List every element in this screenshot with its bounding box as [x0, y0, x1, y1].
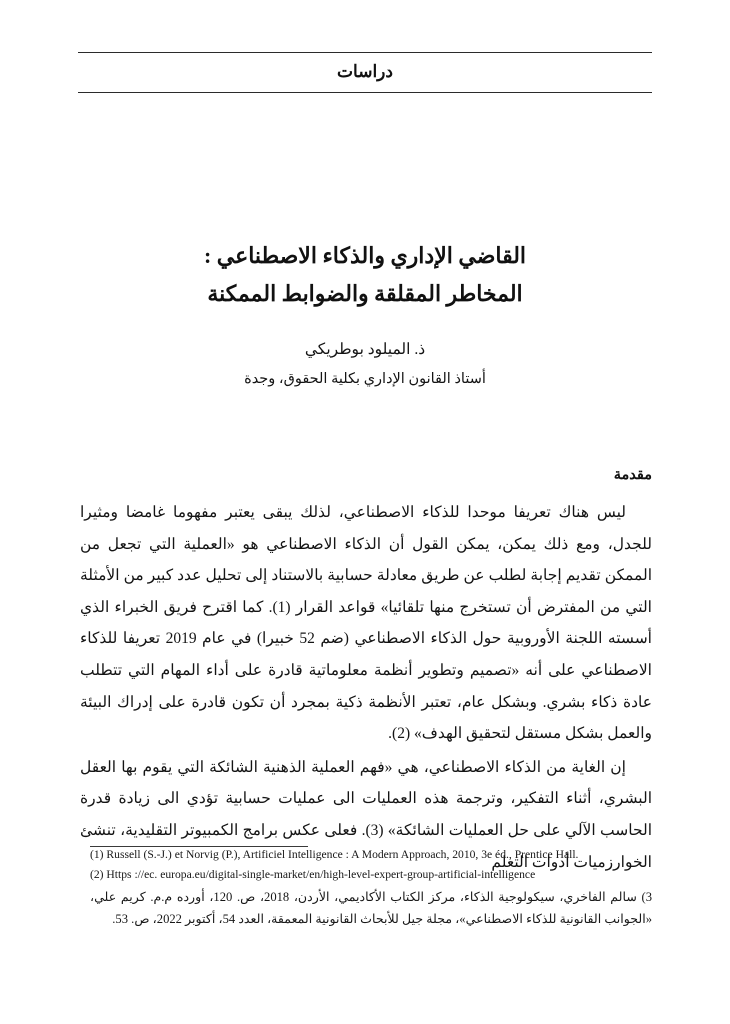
title-line-1: القاضي الإداري والذكاء الاصطناعي : — [203, 242, 527, 268]
running-title: دراسات — [337, 62, 393, 81]
author-block — [78, 340, 652, 388]
page-title — [78, 237, 652, 314]
header-rule-bottom — [78, 92, 652, 93]
body-paragraph: إن الغاية من الذكاء الاصطناعي، هي «فهم العملية الذهنية الشائكة التي يقوم بها العقل البشري، أثناء التفكير، وترجمة هذه العمليات الى عمليات حسابية تؤدي الى زيادة قدرة الحاسب الآلي على حل العمليات الشائكة» (3). فعلى عكس برامج الكمبيوتر التقليدية، تنشئ الخوارزميات أدوات التعلم — [80, 758, 652, 871]
footnote-item: 3) سالم الفاخري، سيكولوجية الذكاء، مركز الكتاب الأكاديمي، الأردن، 2018، ص. 120، أورده م.م. كريم علي، «الجوانب القانونية للذكاء الاصطناعي»، مجلة جيل للأبحاث القانونية المعمقة، العدد 54، أكتوبر 2022، ص. 53. — [90, 889, 652, 926]
page-header — [78, 52, 652, 93]
author-name: ذ. الميلود بوطريكي — [304, 341, 426, 358]
footnote-item: (1) Russell (S.-J.) et Norvig (P.), Artificiel Intelligence : A Modern Approach, 2010, 3e éd., Prentice Hall. — [90, 848, 579, 861]
header-rule-top — [78, 52, 652, 53]
body-paragraph: ليس هناك تعريفا موحدا للذكاء الاصطناعي، لذلك يبقى يعتبر مفهوما غامضا ومثيرا للجدل، ومع ذلك يمكن، يمكن القول أن الذكاء الاصطناعي هو «العملية التي تجعل من الممكن تقديم إجابة لطلب عن طريق معادلة حسابية بالاستناد إلى تحليل عدد كبير من الأمثلة التي من المفترض أن تستخرج منها تلقائيا» قواعد القرار (1). كما اقترح فريق الخبراء الذي أسسته اللجنة الأوروبية حول الذكاء الاصطناعي (ضم 52 خبيرا) في عام 2019 تعريفا للذكاء الاصطناعي على أنه «تصميم وتطوير أنظمة معلوماتية قادرة على أداء المهام التي تتطلب عادة ذكاء بشري. وبشكل عام، تعتبر الأنظمة ذكية بمجرد أن تكون قادرة على إدراك البيئة والعمل بشكل مستقل لتحقيق الهدف» (2). — [80, 504, 652, 743]
footnotes-block — [90, 846, 652, 931]
footnote-item: (2) Https ://ec. europa.eu/digital-single-market/en/high-level-expert-group-artificial-intelligence — [90, 867, 536, 881]
body-text — [80, 497, 652, 880]
section-heading-introduction: مقدمة — [613, 467, 652, 484]
author-affiliation: أستاذ القانون الإداري بكلية الحقوق، وجدة — [244, 371, 486, 387]
title-line-2: المخاطر المقلقة والضوابط الممكنة — [207, 281, 523, 307]
